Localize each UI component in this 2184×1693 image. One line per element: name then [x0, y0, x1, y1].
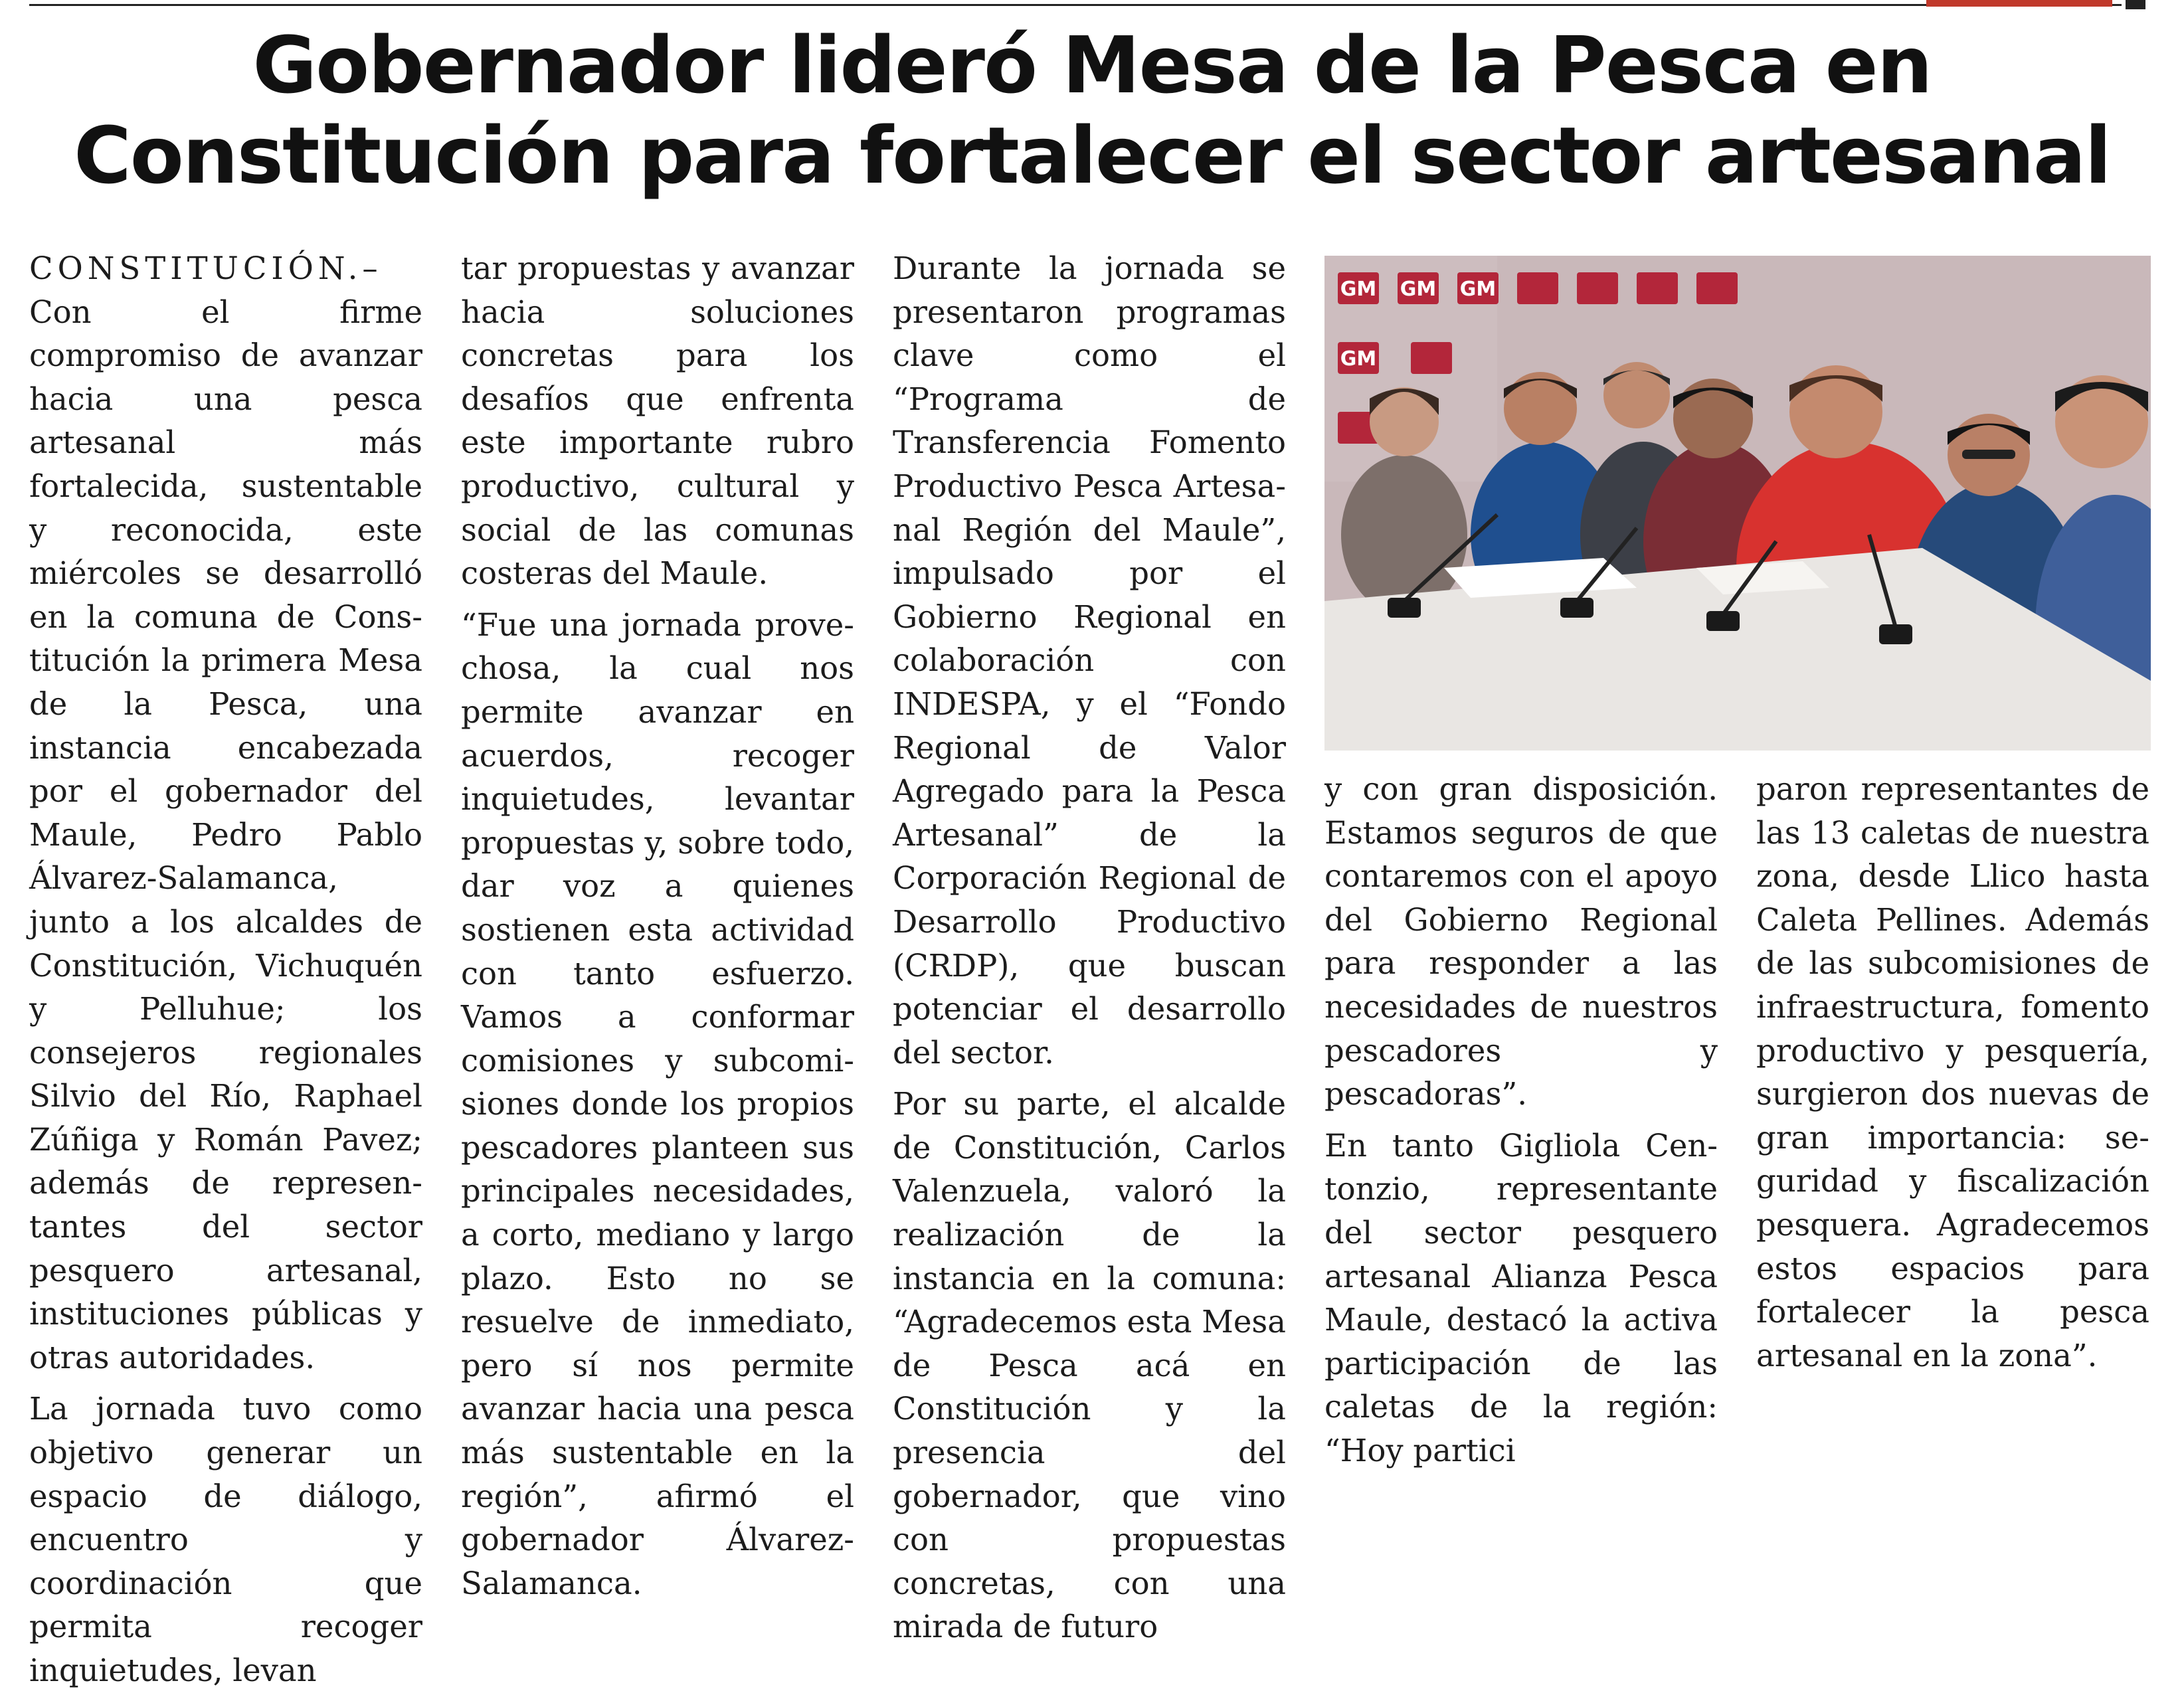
article-column-4 [1324, 768, 1718, 1473]
paragraph: paron representantes de las 13 caletas de nuestra zona, desde Llico hasta Caleta Pellines. Además de las subcomisiones de infraestructura, fomento productivo y pesquería, surgieron dos nuevas de gran importancia: seguridad y fiscalización pesquera. Agradecemos estos espacios para fortalecer la pesca artesanal en la zona”. [1756, 771, 2149, 1374]
backdrop-logo-text: GM [1400, 278, 1437, 301]
top-rule [29, 4, 2122, 6]
backdrop-logo-text: GM [1340, 347, 1377, 371]
paragraph-text: Con el firme compromiso de avanzar hacia una pesca artesanal más fortalecida, sustentable y reconocida, este miércoles se desarrolló en la comuna de Constitución la primera Mesa de la Pesca, una instancia encabezada por el gobernador del Maule, Pedro Pablo Álvarez-Salamanca, junto a los alcaldes de Constitución, Vichuquén y Pelluhue; los consejeros regionales Silvio del Río, Raphael Zúñiga y Román Pavez; además de representantes del sector pesquero artesanal, instituciones públicas y otras autoridades. [29, 294, 422, 1376]
backdrop-logo-text: GM [1459, 278, 1497, 301]
article-column-5 [1756, 768, 2149, 1378]
article-column-1 [29, 247, 422, 1693]
paragraph: y con gran disposición. Estamos seguros de que contaremos con el apoyo del Gobierno Regional para responder a las necesidades de nuestros pescadores y pescadoras”. [1324, 771, 1718, 1113]
paragraph: Por su parte, el alcalde de Constitución, Carlos Valenzuela, valoró la realización de la instancia en la comuna: “Agradecemos esta Mesa de Pesca acá en Constitución y la presencia del gobernador, que vino con propuestas concretas, con una mirada de futuro [893, 1086, 1286, 1645]
section-tab [1926, 0, 2112, 7]
paragraph: En tanto Gigliola Centonzio, representante del sector pesquero artesanal Alianza Pesca Maule, destacó la activa participación de las caletas de la región: “Hoy partici [1324, 1127, 1718, 1469]
meeting-photo-illustration [1324, 256, 2151, 751]
article-column-2 [461, 247, 854, 1605]
quote-paragraph: “Fue una jornada provechosa, la cual nos permite avanzar en acuerdos, recoger inquietudes, levantar propuestas y, sobre todo, dar voz a quienes sostienen esta actividad con tanto esfuerzo. Vamos a conformar comisiones y subcomisiones donde los propios pescadores planteen sus principales necesidades, a corto, mediano y largo plazo. Esto no se resuelve de inmediato, pero sí nos permite avanzar hacia una pesca más sustentable en la región”, afirmó el gobernador Álvarez-Salamanca. [461, 606, 854, 1601]
paragraph [29, 247, 422, 1380]
article-column-3 [893, 247, 1286, 1649]
meeting-photo [1324, 256, 2151, 751]
corner-mark [2126, 0, 2145, 9]
backdrop-logo-text: GM [1340, 278, 1377, 301]
dateline: CONSTITUCIÓN.– [29, 250, 383, 286]
paragraph: La jornada tuvo como objetivo generar un espacio de diálogo, encuentro y coordinación que permita recoger inquietudes, levan [29, 1391, 422, 1688]
paragraph: Durante la jornada se presentaron programas clave como el “Programa de Transferencia Fomento Productivo Pesca Artesanal Región del Maule”, impulsado por el Gobierno Regional en colaboración con INDESPA, y el “Fondo Regional de Valor Agregado para la Pesca Artesanal” de la Corporación Regional de Desarrollo Productivo (CRDP), que buscan potenciar el desarrollo del sector. [893, 250, 1286, 1071]
paragraph: tar propuestas y avanzar hacia soluciones concretas para los desafíos que enfrenta este importante rubro productivo, cultural y social de las comunas costeras del Maule. [461, 250, 854, 592]
headline: Gobernador lideró Mesa de la Pesca en Constitución para fortalecer el sector artesanal [74, 19, 2110, 201]
